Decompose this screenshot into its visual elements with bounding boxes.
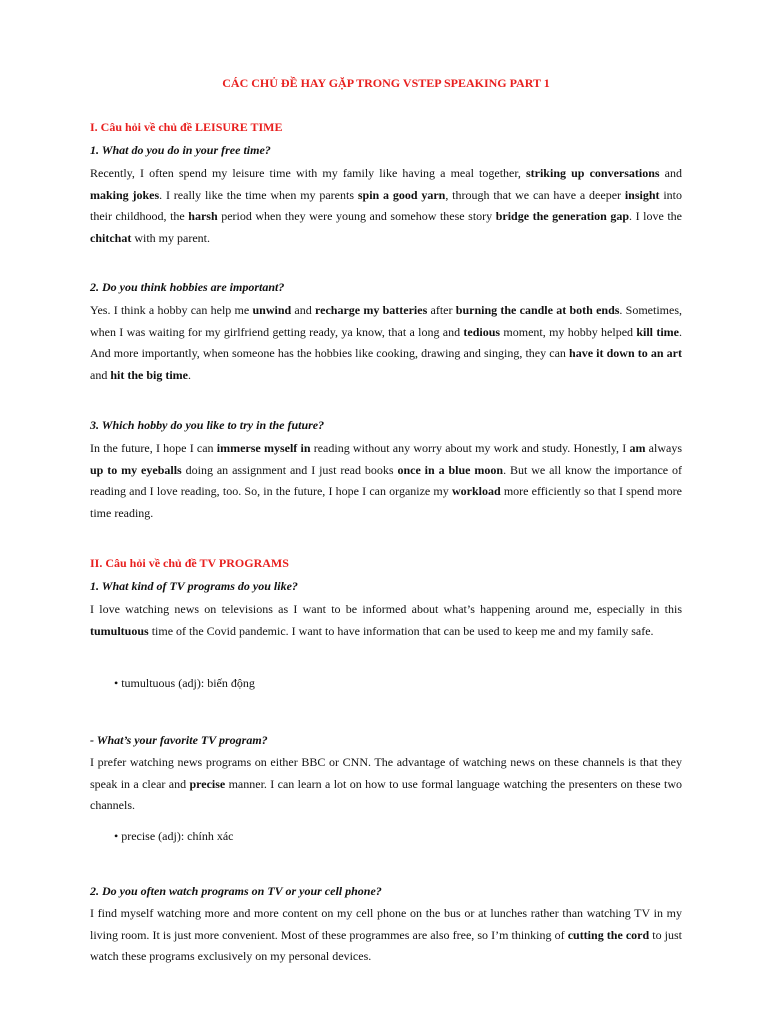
answer-favorite-tv-program (90, 752, 682, 817)
text-run: . I love the (629, 209, 682, 224)
answer-tv-or-phone (90, 903, 682, 968)
text-run: with my parent. (131, 230, 210, 245)
bold-phrase: unwind (252, 303, 292, 317)
question-hobbies-important: 2. Do you think hobbies are important? (90, 280, 285, 294)
bold-phrase: harsh (188, 209, 218, 224)
bold-phrase: immerse myself in (216, 441, 311, 455)
text-run: after (427, 303, 456, 317)
text-run: into their childhood, the (90, 187, 683, 224)
text-run: and (291, 303, 316, 317)
vocab-bullet-precise: • precise (adj): chính xác (114, 829, 234, 843)
text-run: . And more importantly, when someone has the hobbies like cooking, drawing and singing, they can (90, 324, 682, 361)
text-run: time of the Covid pandemic. I want to have information that can be used to keep me and my family safe. (148, 623, 654, 638)
question-hobby-future: 3. Which hobby do you like to try in the future? (90, 418, 325, 432)
bold-phrase: tumultuous (90, 623, 149, 638)
text-run: to just watch these programs exclusively on my personal devices. (90, 927, 683, 964)
text-run: Yes. I think a hobby can help me (90, 303, 253, 317)
text-run: period when they were young and somehow these story (217, 209, 496, 224)
bold-phrase: tedious (463, 324, 501, 339)
answer-tv-kind (90, 599, 682, 642)
text-run: doing an assignment and I just read books (181, 462, 398, 477)
bold-phrase: precise (189, 776, 226, 791)
bold-phrase: workload (451, 484, 501, 499)
text-run: always (645, 441, 683, 455)
bold-phrase: striking up conversations (525, 166, 660, 180)
bold-phrase: making jokes (90, 187, 160, 202)
bold-phrase: cutting the cord (567, 927, 650, 942)
bold-phrase: insight (624, 187, 660, 202)
text-run: manner. I can learn a lot on how to use formal language watching the presenters on these two channels. (90, 776, 682, 813)
text-run: more efficiently so that I spend more time reading. (90, 484, 683, 520)
text-run: and (90, 367, 111, 382)
text-run: and (659, 166, 683, 180)
answer-free-time (90, 163, 682, 249)
bold-phrase: bridge the generation gap (495, 209, 630, 224)
bold-phrase: recharge my batteries (315, 303, 428, 317)
section-heading-leisure-time: I. Câu hỏi về chủ đề LEISURE TIME (90, 120, 283, 134)
question-favorite-tv-program: - What’s your favorite TV program? (90, 733, 268, 747)
bold-phrase: hit the big time (110, 367, 188, 382)
bold-phrase: spin a good yarn (357, 187, 446, 202)
text-run: I love watching news on televisions as I want to be informed about what’s happening around me, especially in this (90, 602, 682, 616)
section-heading-tv-programs: II. Câu hỏi về chủ đề TV PROGRAMS (90, 556, 289, 570)
text-run: . I really like the time when my parents (159, 187, 358, 202)
bold-phrase: burning the candle at both ends (455, 303, 620, 317)
question-tv-kind: 1. What kind of TV programs do you like? (90, 579, 298, 593)
question-free-time: 1. What do you do in your free time? (90, 143, 271, 157)
bold-phrase: have it down to an art (569, 346, 683, 361)
bold-phrase: once in a blue moon (397, 462, 504, 477)
answer-hobbies-important (90, 300, 682, 386)
text-run: moment, my hobby helped (500, 324, 637, 339)
document-title: CÁC CHỦ ĐỀ HAY GẶP TRONG VSTEP SPEAKING PART 1 (222, 76, 550, 90)
answer-hobby-future (90, 438, 682, 524)
bold-phrase: am (629, 441, 646, 455)
text-run: . But we all know the importance of reading and I love reading, too. So, in the future, I hope I can organize my (90, 462, 683, 499)
text-run: . (188, 367, 191, 382)
text-run: reading without any worry about my work and study. Honestly, I (310, 441, 630, 455)
bold-phrase: up to my eyeballs (90, 462, 182, 477)
text-run: . Sometimes, when I was waiting for my girlfriend getting ready, ya know, that a long and (90, 303, 683, 339)
text-run: I find myself watching more and more content on my cell phone on the bus or at lunches rather than watching TV in my living room. It is just more convenient. Most of these programmes are also free, so I’m thinking of (90, 906, 682, 942)
text-run: In the future, I hope I can (90, 441, 217, 455)
text-run: Recently, I often spend my leisure time with my family like having a meal together, (90, 166, 526, 180)
vocab-bullet-tumultuous: • tumultuous (adj): biến động (114, 676, 255, 690)
question-tv-or-phone: 2. Do you often watch programs on TV or your cell phone? (90, 884, 382, 898)
text-run: , through that we can have a deeper (445, 187, 625, 202)
text-run: I prefer watching news programs on either BBC or CNN. The advantage of watching news on these channels is that they speak in a clear and (90, 755, 682, 791)
bold-phrase: kill time (636, 324, 679, 339)
bold-phrase: chitchat (90, 230, 132, 245)
